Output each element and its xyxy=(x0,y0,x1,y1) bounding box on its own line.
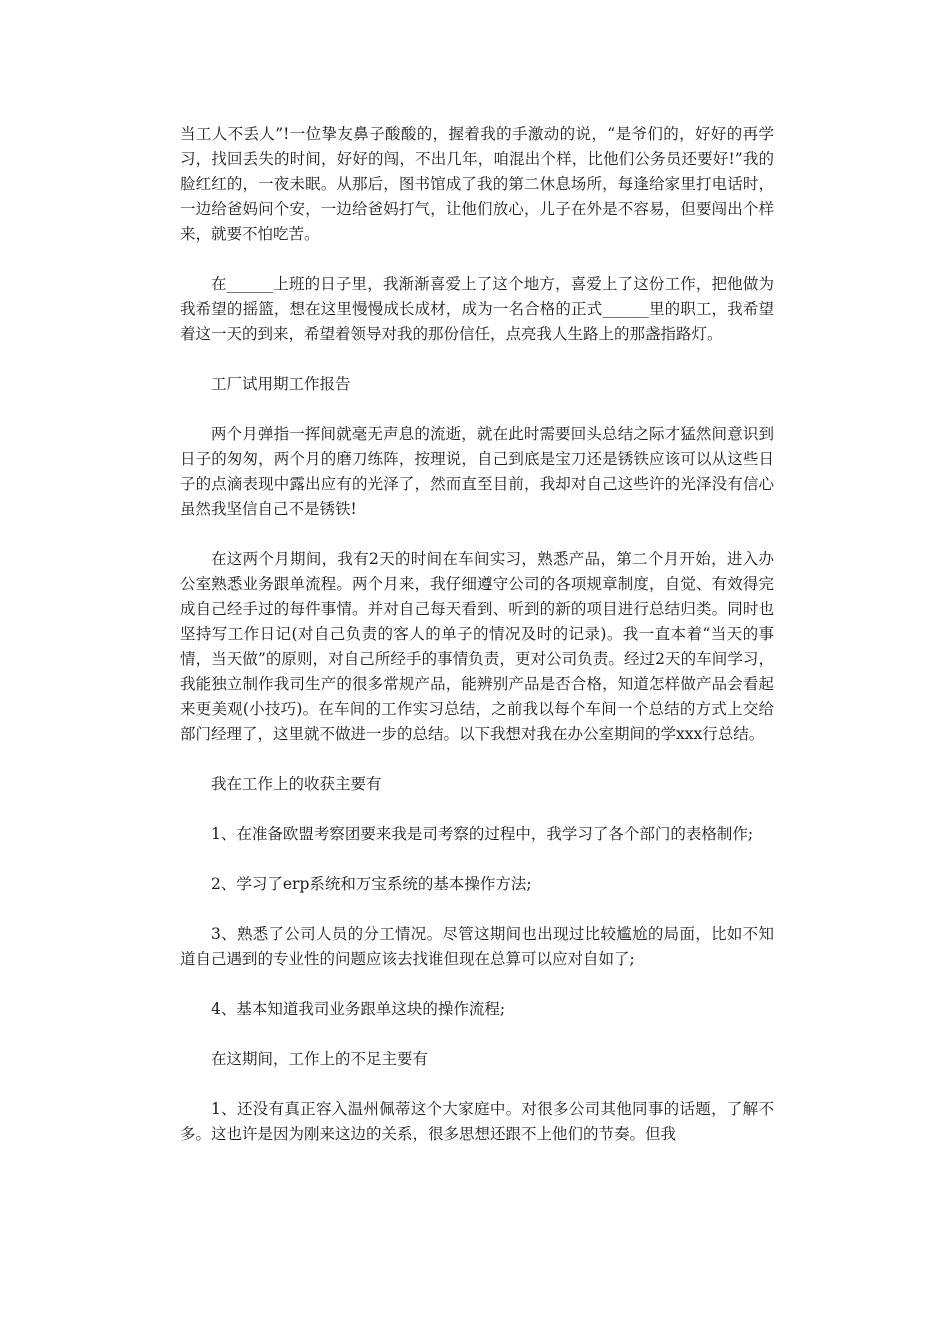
section-heading-probation-report: 工厂试用期工作报告 xyxy=(211,375,351,393)
paragraph-two-months: 两个月弹指一挥间就毫无声息的流逝，就在此时需要回头总结之际才猛然间意识到日子的匆匆，两个月的磨刀练阵，按理说，自己到底是宝刀还是锈铁应该可以从这些日子的点滴表现中露出应有的光泽了，然而直至目前，我却对自己这些许的光泽没有信心虽然我坚信自己不是锈铁! xyxy=(180,425,774,518)
list-item-gain-3: 3、熟悉了公司人员的分工情况。尽管这期间也出现过比较尴尬的局面，比如不知道自己遇到的专业性的问题应该去找谁但现在总算可以应对自如了; xyxy=(180,925,774,968)
paragraph-intro-continued: 当工人不丢人”!一位挚友鼻子酸酸的，握着我的手激动的说，“是爷们的，好好的再学习，找回丢失的时间，好好的闯，不出几年，咱混出个样，比他们公务员还要好!”我的脸红红的，一夜未眠。从那后，图书馆成了我的第二休息场所，每逢给家里打电话时，一边给爸妈问个安，一边给爸妈打气，让他们放心，儿子在外是不容易，但要闯出个样来，就要不怕吃苦。 xyxy=(180,125,774,243)
paragraph-workplace-hope: 在______上班的日子里，我渐渐喜爱上了这个地方，喜爱上了这份工作，把他做为我希望的摇篮，想在这里慢慢成长成材，成为一名合格的正式______里的职工，我希望着这一天的到来，希望着领导对我的那份信任，点亮我人生路上的那盏指路灯。 xyxy=(180,275,774,343)
subheading-shortcomings: 在这期间，工作上的不足主要有 xyxy=(211,1050,429,1068)
subheading-gains: 我在工作上的收获主要有 xyxy=(211,775,382,793)
list-item-shortcoming-1: 1、还没有真正容入温州佩蒂这个大家庭中。对很多公司其他同事的话题，了解不多。这也许是因为刚来这边的关系，很多思想还跟不上他们的节奏。但我 xyxy=(180,1100,774,1143)
list-item-gain-4: 4、基本知道我司业务跟单这块的操作流程; xyxy=(211,1000,506,1018)
document-body xyxy=(180,122,774,1172)
paragraph-work-details: 在这两个月期间，我有2天的时间在车间实习，熟悉产品，第二个月开始，进入办公室熟悉业务跟单流程。两个月来，我仔细遵守公司的各项规章制度，自觉、有效得完成自己经手过的每件事情。并对自己每天看到、听到的新的项目进行总结归类。同时也坚持写工作日记(对自己负责的客人的单子的情况及时的记录)。我一直本着“当天的事情，当天做”的原则，对自己所经手的事情负责，更对公司负责。经过2天的车间学习，我能独立制作我司生产的很多常规产品，能辨别产品是否合格，知道怎样做产品会看起来更美观(小技巧)。在车间的工作实习总结，之前我以每个车间一个总结的方式上交给部门经理了，这里就不做进一步的总结。以下我想对我在办公室期间的学xxx行总结。 xyxy=(180,550,774,743)
list-item-gain-2: 2、学习了erp系统和万宝系统的基本操作方法; xyxy=(211,875,532,893)
list-item-gain-1: 1、在准备欧盟考察团要来我是司考察的过程中，我学习了各个部门的表格制作; xyxy=(211,825,754,843)
